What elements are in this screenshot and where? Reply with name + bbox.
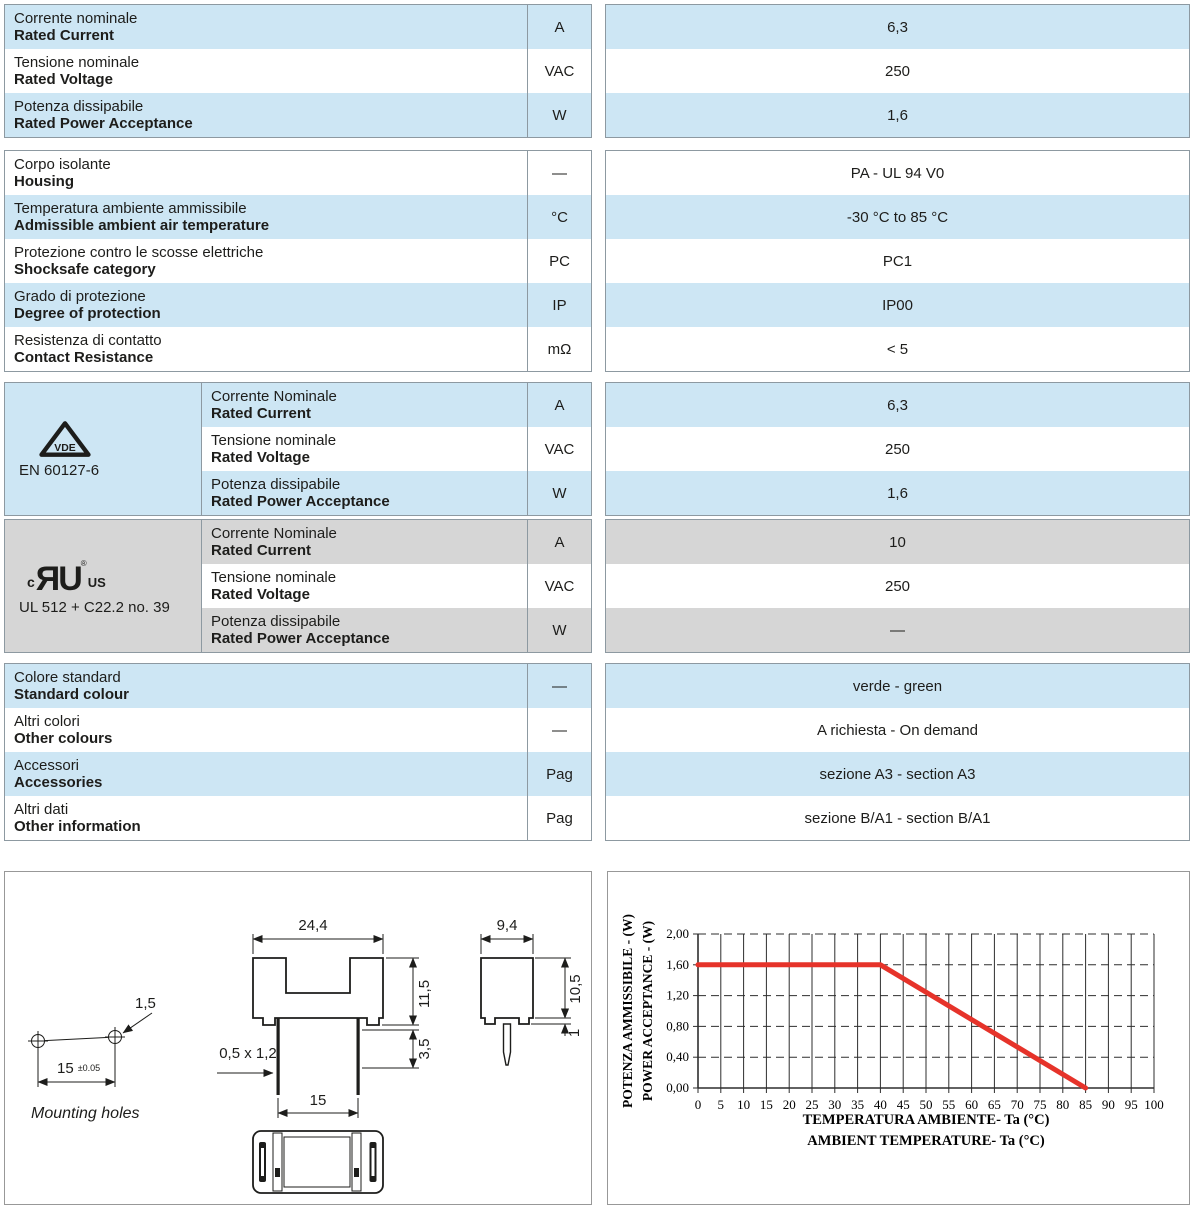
- spec-left-block: [4, 150, 592, 372]
- dim-label: 15 ±0.05: [57, 1060, 101, 1077]
- label-english: Rated Power Acceptance: [211, 630, 390, 647]
- dimension-drawing-panel: [4, 871, 592, 1205]
- table-row: [606, 49, 1189, 93]
- approval-value-block: [605, 382, 1190, 516]
- approval-value-block: [605, 519, 1190, 653]
- table-row: [5, 5, 591, 49]
- value-cell: PA - UL 94 V0: [850, 164, 945, 182]
- dim-label: 1,5: [135, 995, 156, 1012]
- value-cell: 250: [884, 62, 911, 80]
- dim-label: 1: [566, 1028, 583, 1038]
- value-cell: 10: [889, 533, 906, 551]
- dim-label: 24,4: [298, 917, 328, 934]
- svg-text:35: 35: [851, 1097, 865, 1112]
- svg-text:90: 90: [1101, 1097, 1115, 1112]
- svg-text:65: 65: [987, 1097, 1001, 1112]
- derating-chart-panel: [607, 871, 1190, 1205]
- cul-us-logo-icon: c ЯU ® US: [27, 559, 106, 598]
- label-english: Rated Current: [14, 27, 115, 44]
- table-row: [606, 5, 1189, 49]
- label-italian: Temperatura ambiente ammissibile: [14, 200, 247, 217]
- unit-cell: A: [527, 5, 591, 49]
- dim-label: 15: [309, 1092, 327, 1109]
- svg-text:VDE: VDE: [54, 443, 76, 455]
- svg-text:75: 75: [1033, 1097, 1047, 1112]
- derating-chart: [608, 872, 1188, 1203]
- table-row: [5, 93, 591, 137]
- spec-label: [201, 427, 527, 471]
- svg-text:100: 100: [1144, 1097, 1164, 1112]
- svg-text:50: 50: [919, 1097, 933, 1112]
- label-english: Shocksafe category: [14, 261, 156, 278]
- label-english: Rated Power Acceptance: [211, 493, 390, 510]
- label-italian: Potenza dissipabile: [14, 98, 144, 115]
- front-view: [217, 917, 433, 1118]
- label-italian: Altri colori: [14, 713, 80, 730]
- side-view: [481, 917, 584, 1065]
- spec-label: [201, 564, 527, 608]
- label-english: Accessories: [14, 774, 103, 791]
- label-italian: Tensione nominale: [14, 54, 140, 71]
- value-cell: sezione A3 - section A3: [819, 765, 976, 783]
- value-cell: 1,6: [887, 106, 908, 124]
- mounting-holes-view: [28, 995, 156, 1122]
- table-row: [606, 427, 1189, 471]
- label-english: Other information: [14, 818, 141, 835]
- unit-cell: °C: [527, 195, 591, 239]
- label-italian: Tensione nominale: [211, 569, 337, 586]
- unit-cell: —: [527, 708, 591, 752]
- spec-label: [201, 471, 527, 515]
- approval-left-block: [4, 519, 592, 653]
- approvals-table: [4, 382, 1190, 653]
- value-cell: < 5: [886, 340, 909, 358]
- spec-value-block: [605, 663, 1190, 841]
- unit-cell: A: [527, 520, 591, 564]
- unit-cell: PC: [527, 239, 591, 283]
- table-row: [5, 752, 591, 796]
- dimension-drawing: [5, 872, 590, 1200]
- svg-text:0: 0: [694, 1097, 702, 1112]
- approval-group: [4, 519, 1190, 653]
- unit-cell: A: [527, 383, 591, 427]
- label-italian: Resistenza di contatto: [14, 332, 162, 349]
- svg-text:2,00: 2,00: [666, 926, 689, 941]
- label-english: Rated Voltage: [14, 71, 113, 88]
- unit-cell: VAC: [527, 564, 591, 608]
- label-italian: Accessori: [14, 757, 80, 774]
- spec-label: [5, 283, 527, 327]
- bottom-panels: [4, 871, 1190, 1205]
- chart-tick-labels: [666, 926, 1164, 1112]
- label-italian: Altri dati: [14, 801, 69, 818]
- label-english: Rated Voltage: [211, 449, 310, 466]
- spec-label: [5, 5, 527, 49]
- svg-text:60: 60: [965, 1097, 979, 1112]
- unit-cell: Pag: [527, 796, 591, 840]
- unit-cell: W: [527, 93, 591, 137]
- spec-left-block: [4, 4, 592, 138]
- svg-text:20: 20: [782, 1097, 796, 1112]
- table-row: [606, 608, 1189, 652]
- table-row: [5, 151, 591, 195]
- svg-text:0,00: 0,00: [666, 1080, 689, 1095]
- certification-logo-cell: [5, 383, 201, 515]
- label-italian: Protezione contro le scosse elettriche: [14, 244, 264, 261]
- svg-text:55: 55: [942, 1097, 956, 1112]
- spec-label: [5, 752, 527, 796]
- unit-cell: W: [527, 608, 591, 652]
- label-english: Degree of protection: [14, 305, 161, 322]
- label-italian: Tensione nominale: [211, 432, 337, 449]
- unit-cell: VAC: [527, 427, 591, 471]
- top-view: [253, 1131, 383, 1193]
- table-row: [606, 564, 1189, 608]
- spec-label: [5, 664, 527, 708]
- label-italian: Corrente Nominale: [211, 525, 337, 542]
- other-info-table: [4, 663, 1190, 841]
- label-english: Housing: [14, 173, 74, 190]
- vde-logo-icon: [37, 419, 93, 459]
- svg-text:POTENZA AMMISSIBILE - (W): POTENZA AMMISSIBILE - (W): [620, 914, 635, 1108]
- svg-text:1,20: 1,20: [666, 987, 689, 1003]
- value-cell: verde - green: [852, 677, 943, 695]
- label-italian: Potenza dissipabile: [211, 613, 341, 630]
- table-row: [5, 283, 591, 327]
- table-row: [5, 195, 591, 239]
- value-cell: 1,6: [887, 484, 908, 502]
- table-row: [606, 283, 1189, 327]
- table-row: [606, 520, 1189, 564]
- svg-text:10: 10: [737, 1097, 751, 1112]
- dim-label: 0,5 x 1,2: [219, 1045, 277, 1062]
- label-italian: Colore standard: [14, 669, 121, 686]
- spec-label: [5, 49, 527, 93]
- value-cell: A richiesta - On demand: [817, 721, 978, 739]
- table-row: [606, 471, 1189, 515]
- spec-label: [5, 796, 527, 840]
- dim-label: 9,4: [496, 917, 518, 934]
- table-row: [606, 93, 1189, 137]
- label-english: Admissible ambient air temperature: [14, 217, 270, 234]
- table-row: [5, 239, 591, 283]
- label-english: Rated Current: [211, 542, 312, 559]
- dim-label: 11,5: [416, 979, 433, 1009]
- label-english: Rated Current: [211, 405, 312, 422]
- svg-text:TEMPERATURA AMBIENTE- Ta (°C): TEMPERATURA AMBIENTE- Ta (°C): [802, 1112, 1050, 1128]
- unit-cell: mΩ: [527, 327, 591, 371]
- spec-label: [201, 608, 527, 652]
- approval-standard: UL 512 + C22.2 no. 39: [19, 599, 170, 616]
- approval-standard: EN 60127-6: [19, 462, 100, 479]
- svg-text:AMBIENT TEMPERATURE- Ta (°C): AMBIENT TEMPERATURE- Ta (°C): [807, 1133, 1045, 1149]
- spec-value-block: [605, 4, 1190, 138]
- label-italian: Corpo isolante: [14, 156, 111, 173]
- unit-cell: W: [527, 471, 591, 515]
- table-row: [606, 151, 1189, 195]
- spec-value-block: [605, 150, 1190, 372]
- unit-cell: IP: [527, 283, 591, 327]
- table-row: [606, 383, 1189, 427]
- svg-text:POWER ACCEPTANCE - (W): POWER ACCEPTANCE - (W): [640, 920, 655, 1102]
- spec-label: [5, 93, 527, 137]
- svg-text:5: 5: [717, 1097, 725, 1112]
- label-english: Standard colour: [14, 686, 130, 703]
- table-row: [5, 708, 591, 752]
- spec-left-block: [4, 663, 592, 841]
- value-cell: 6,3: [887, 18, 908, 36]
- label-italian: Potenza dissipabile: [211, 476, 341, 493]
- mounting-holes-caption: Mounting holes: [31, 1105, 140, 1122]
- unit-cell: VAC: [527, 49, 591, 93]
- table-row: [606, 796, 1189, 840]
- value-cell: 250: [884, 577, 911, 595]
- svg-text:70: 70: [1010, 1097, 1024, 1112]
- table-row: [606, 195, 1189, 239]
- dim-label: 3,5: [416, 1038, 433, 1060]
- label-italian: Corrente Nominale: [211, 388, 337, 405]
- svg-text:85: 85: [1079, 1097, 1093, 1112]
- table-row: [606, 664, 1189, 708]
- label-english: Rated Power Acceptance: [14, 115, 193, 132]
- table-row: [5, 49, 591, 93]
- table-row: [5, 664, 591, 708]
- label-english: Other colours: [14, 730, 113, 747]
- approval-group: [4, 382, 1190, 516]
- value-cell: 250: [884, 440, 911, 458]
- unit-cell: —: [527, 664, 591, 708]
- dim-label: 10,5: [567, 974, 584, 1004]
- chart-grid: [698, 934, 1154, 1088]
- unit-cell: —: [527, 151, 591, 195]
- svg-text:80: 80: [1056, 1097, 1070, 1112]
- certification-logo-cell: [5, 520, 201, 652]
- svg-text:30: 30: [828, 1097, 842, 1112]
- value-cell: -30 °C to 85 °C: [846, 208, 949, 226]
- table-row: [5, 327, 591, 371]
- label-english: Contact Resistance: [14, 349, 154, 366]
- label-english: Rated Voltage: [211, 586, 310, 603]
- svg-text:45: 45: [896, 1097, 910, 1112]
- value-cell: sezione B/A1 - section B/A1: [804, 809, 991, 827]
- label-italian: Grado di protezione: [14, 288, 146, 305]
- svg-text:1,60: 1,60: [666, 956, 689, 972]
- value-cell: PC1: [882, 252, 913, 270]
- table-row: [606, 752, 1189, 796]
- table-row: [5, 796, 591, 840]
- approval-left-block: [4, 382, 592, 516]
- value-cell: —: [890, 621, 905, 639]
- svg-text:25: 25: [805, 1097, 819, 1112]
- label-italian: Corrente nominale: [14, 10, 138, 27]
- spec-label: [5, 708, 527, 752]
- spec-label: [5, 327, 527, 371]
- svg-text:40: 40: [873, 1097, 887, 1112]
- spec-label: [5, 151, 527, 195]
- svg-text:95: 95: [1124, 1097, 1138, 1112]
- value-cell: IP00: [882, 296, 913, 314]
- spec-label: [5, 239, 527, 283]
- rated-values-table: [4, 4, 1190, 138]
- spec-label: [5, 195, 527, 239]
- table-row: [606, 708, 1189, 752]
- svg-text:0,80: 0,80: [666, 1018, 689, 1034]
- value-cell: 6,3: [887, 396, 908, 414]
- svg-text:15: 15: [759, 1097, 773, 1112]
- chart-axes: [693, 934, 1154, 1093]
- svg-text:0,40: 0,40: [666, 1049, 689, 1065]
- table-row: [606, 239, 1189, 283]
- spec-label: [201, 520, 527, 564]
- general-data-table: [4, 150, 1190, 372]
- table-row: [606, 327, 1189, 371]
- unit-cell: Pag: [527, 752, 591, 796]
- spec-label: [201, 383, 527, 427]
